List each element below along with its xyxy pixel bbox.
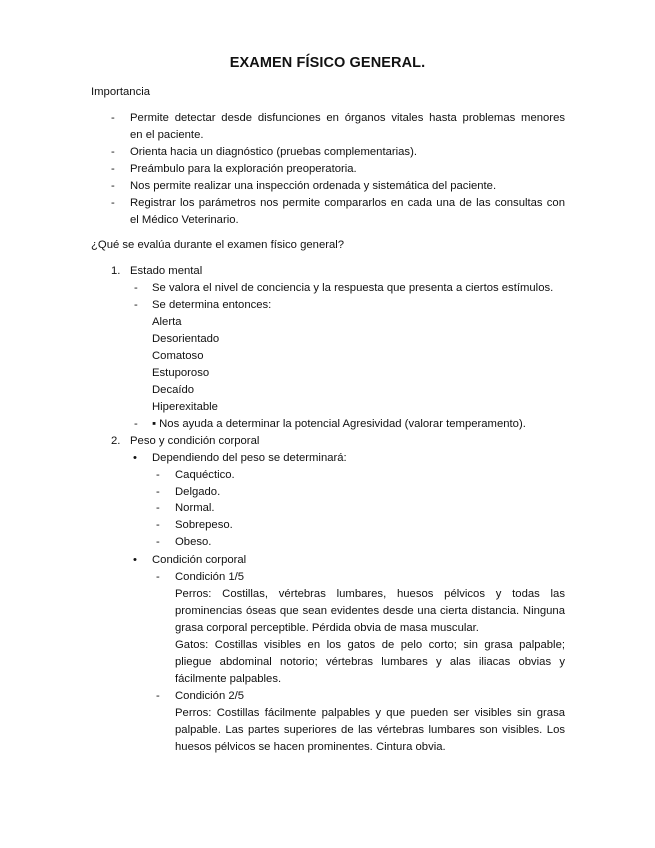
bullet-dash: - [111, 163, 115, 175]
condicion-1-gatos-line-3: fácilmente palpables. [175, 673, 282, 685]
bullet-dash: - [111, 146, 115, 158]
importancia-item-1-line-1: Permite detectar desde disfunciones en órganos vitales hasta problemas menores [130, 112, 565, 124]
bullet-dash: - [156, 536, 160, 548]
estado-mental-heading: Estado mental [130, 265, 203, 277]
estado-mental-item-1: Se valora el nivel de conciencia y la respuesta que presenta a ciertos estímulos. [152, 282, 554, 294]
weight-sobrepeso: Sobrepeso. [175, 519, 233, 531]
weight-obeso: Obeso. [175, 536, 212, 548]
importancia-item-5-line-2: el Médico Veterinario. [130, 214, 239, 226]
bullet-dot: • [133, 554, 137, 566]
importancia-item-5-line-1: Registrar los parámetros nos permite compararlos en cada una de las consultas con [130, 197, 565, 209]
peso-heading: Peso y condición corporal [130, 435, 260, 447]
condicion-1-gatos-line-2: pliegue abdominal notorio; vértebras lumbares y alas iliacas obvias y [175, 656, 565, 668]
bullet-dash: - [156, 519, 160, 531]
bullet-dash: - [156, 571, 160, 583]
condicion-1-label: Condición 1/5 [175, 571, 245, 583]
list-number: 2. [111, 435, 121, 447]
list-number: 1. [111, 265, 121, 277]
bullet-dash: - [156, 502, 160, 514]
weight-delgado: Delgado. [175, 486, 221, 498]
weight-normal: Normal. [175, 502, 215, 514]
peso-sub-1: Dependiendo del peso se determinará: [152, 452, 347, 464]
bullet-dash: - [134, 418, 138, 430]
condicion-2-label: Condición 2/5 [175, 690, 245, 702]
estado-mental-item-2: Se determina entonces: [152, 299, 272, 311]
bullet-dash: - [156, 469, 160, 481]
page-title: EXAMEN FÍSICO GENERAL. [229, 55, 426, 71]
bullet-dash: - [111, 180, 115, 192]
condicion-1-perros-line-1: Perros: Costillas, vértebras lumbares, huesos pélvicos y todas las [175, 588, 565, 600]
bullet-dash: - [111, 197, 115, 209]
state-hiperexitable: Hiperexitable [152, 401, 218, 413]
bullet-dot: • [133, 452, 137, 464]
condicion-1-perros-line-3: grasa corporal perceptible. Pérdida obvia de masa muscular. [175, 622, 479, 634]
condicion-1-perros-line-2: prominencias óseas que sean evidentes desde una cierta distancia. Ninguna [175, 605, 565, 617]
bullet-dash: - [134, 299, 138, 311]
importancia-item-3: Preámbulo para la exploración preoperatoria. [130, 163, 357, 175]
importancia-item-1-line-2: en el paciente. [130, 129, 204, 141]
question-heading: ¿Qué se evalúa durante el examen físico general? [91, 239, 345, 251]
state-desorientado: Desorientado [152, 333, 220, 345]
bullet-dash: - [156, 690, 160, 702]
condicion-1-gatos-line-1: Gatos: Costillas visibles en los gatos de pelo corto; sin grasa palpable; [175, 639, 565, 651]
bullet-dash: - [134, 282, 138, 294]
state-estuporoso: Estuporoso [152, 367, 210, 379]
importancia-heading: Importancia [91, 86, 151, 98]
peso-sub-2: Condición corporal [152, 554, 247, 566]
importancia-item-2: Orienta hacia un diagnóstico (pruebas complementarias). [130, 146, 417, 158]
condicion-2-perros-line-3: huesos pélvicos se hacen prominentes. Cintura obvia. [175, 741, 446, 753]
bullet-dash: - [156, 486, 160, 498]
condicion-2-perros-line-1: Perros: Costillas fácilmente palpables y que pueden ser visibles sin grasa [175, 707, 565, 719]
importancia-item-4: Nos permite realizar una inspección ordenada y sistemática del paciente. [130, 180, 497, 192]
state-comatoso: Comatoso [152, 350, 204, 362]
state-decaido: Decaído [152, 384, 195, 396]
state-alerta: Alerta [152, 316, 182, 328]
bullet-dash: - [111, 112, 115, 124]
estado-mental-item-3: ▪ Nos ayuda a determinar la potencial Agresividad (valorar temperamento). [152, 418, 526, 430]
weight-caquectico: Caquéctico. [175, 469, 235, 481]
condicion-2-perros-line-2: palpable. Las partes superiores de las vértebras lumbares son visibles. Los [175, 724, 565, 736]
